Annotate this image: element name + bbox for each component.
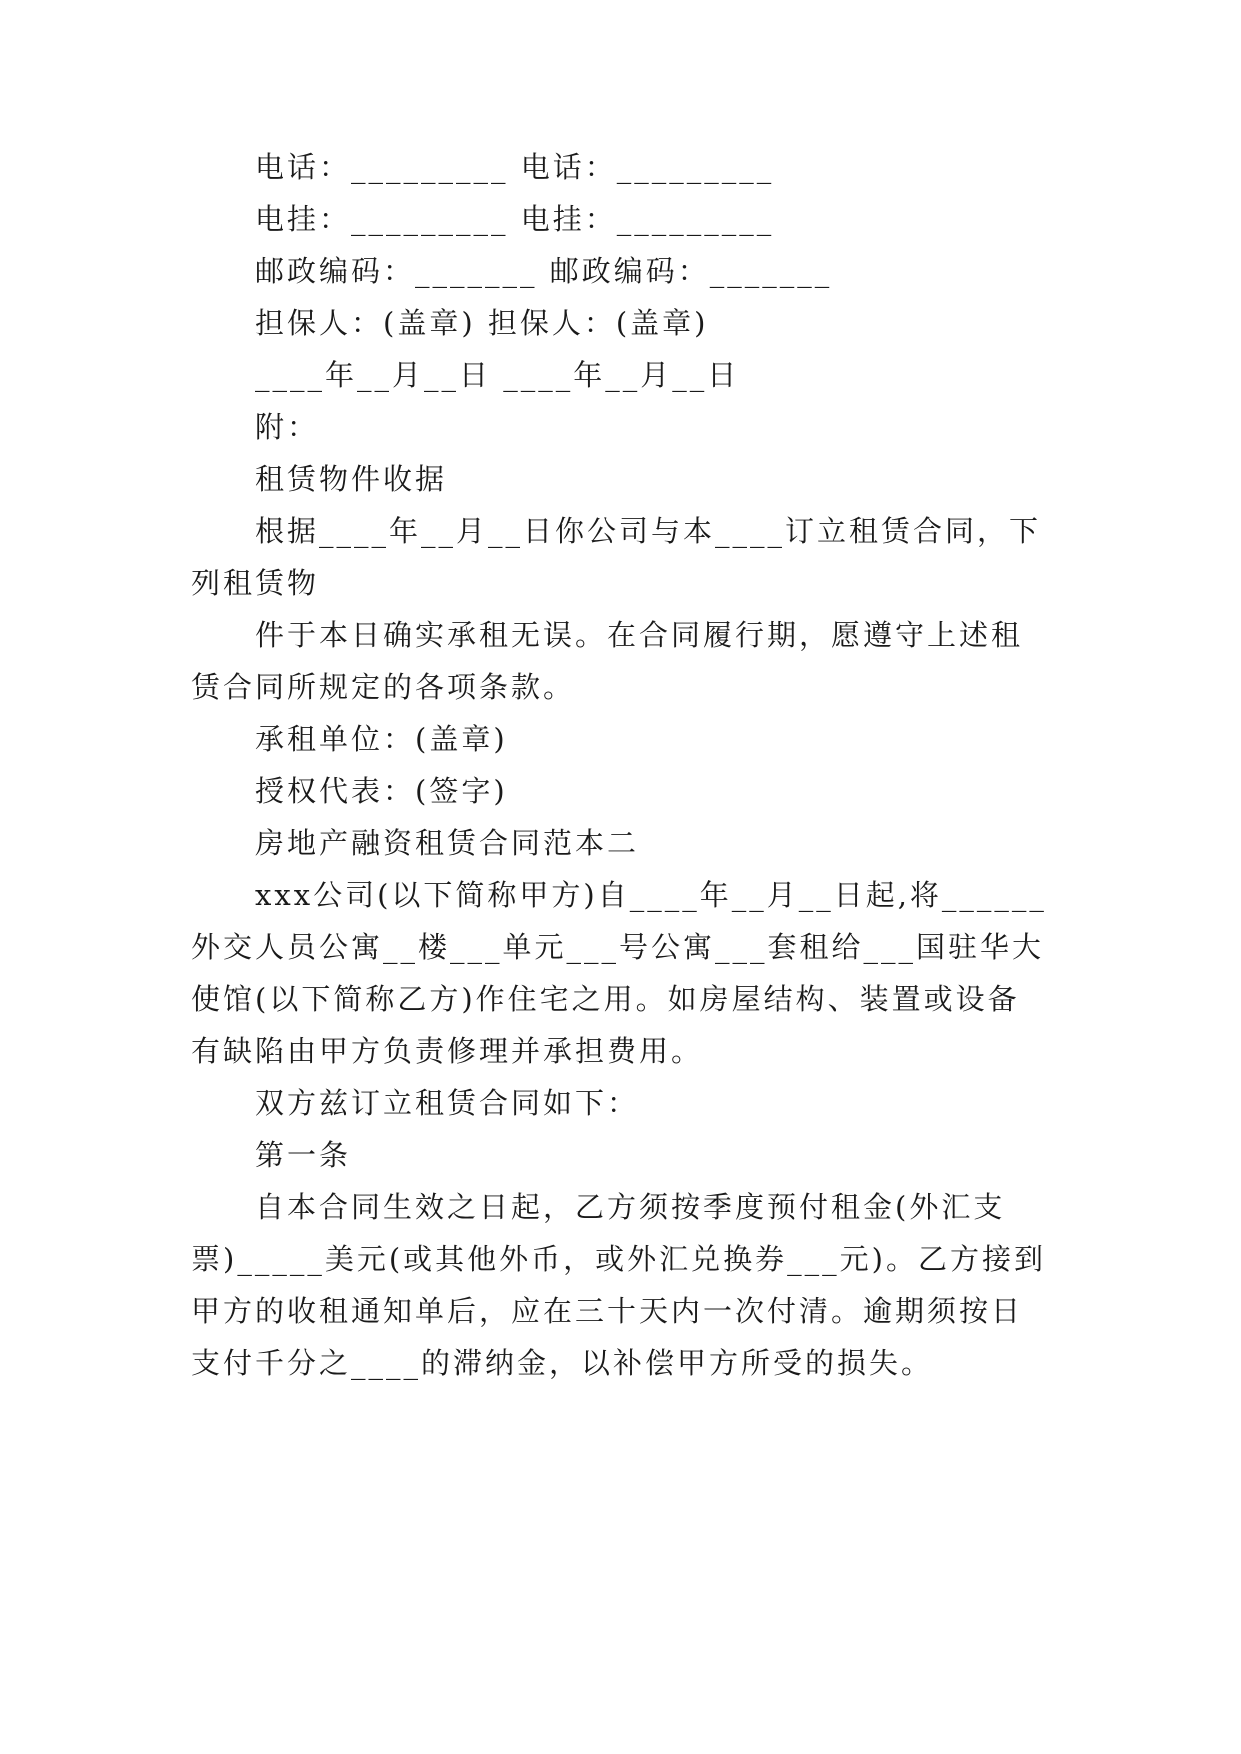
phone-line: 电话：_________ 电话：_________ (255, 150, 775, 184)
article-one-title: 第一条 (255, 1138, 352, 1172)
receipt-paragraph-line-2: 列租赁物 (191, 566, 320, 600)
receipt-paragraph-line-1: 根据____年__月__日你公司与本____订立租赁合同，下 (255, 514, 1042, 548)
article-one-line-3: 甲方的收租通知单后，应在三十天内一次付清。逾期须按日 (191, 1294, 1024, 1328)
article-one-line-2: 票)_____美元(或其他外币，或外汇兑换券___元)。乙方接到 (191, 1242, 1046, 1276)
contract-paragraph-line-1: xxx公司(以下简称甲方)自____年__月__日起,将______ (255, 878, 1047, 912)
guarantor-line: 担保人：(盖章) 担保人：(盖章) (255, 306, 709, 340)
postal-code-line: 邮政编码：_______ 邮政编码：_______ (255, 254, 833, 288)
agreement-intro: 双方兹订立租赁合同如下： (255, 1086, 640, 1120)
article-one-line-4: 支付千分之____的滞纳金，以补偿甲方所受的损失。 (191, 1346, 934, 1380)
article-one-line-1: 自本合同生效之日起，乙方须按季度预付租金(外汇支 (255, 1190, 1006, 1224)
receipt-confirmation-line-2: 赁合同所规定的各项条款。 (191, 670, 576, 704)
receipt-title: 租赁物件收据 (255, 462, 448, 496)
authorized-representative-line: 授权代表：(签字) (255, 774, 508, 808)
receipt-confirmation-line-1: 件于本日确实承租无误。在合同履行期，愿遵守上述租 (255, 618, 1024, 652)
appendix-label: 附： (255, 410, 320, 444)
lessee-unit-line: 承租单位：(盖章) (255, 722, 508, 756)
telegraph-line: 电挂：_________ 电挂：_________ (255, 202, 775, 236)
contract-paragraph-line-3: 使馆(以下简称乙方)作住宅之用。如房屋结构、装置或设备 (191, 982, 1020, 1016)
contract-paragraph-line-2: 外交人员公寓__楼___单元___号公寓___套租给___国驻华大 (191, 930, 1045, 964)
section-title: 房地产融资租赁合同范本二 (255, 826, 640, 860)
date-line: ____年__月__日 ____年__月__日 (255, 358, 740, 392)
contract-paragraph-line-4: 有缺陷由甲方负责修理并承担费用。 (191, 1034, 704, 1068)
